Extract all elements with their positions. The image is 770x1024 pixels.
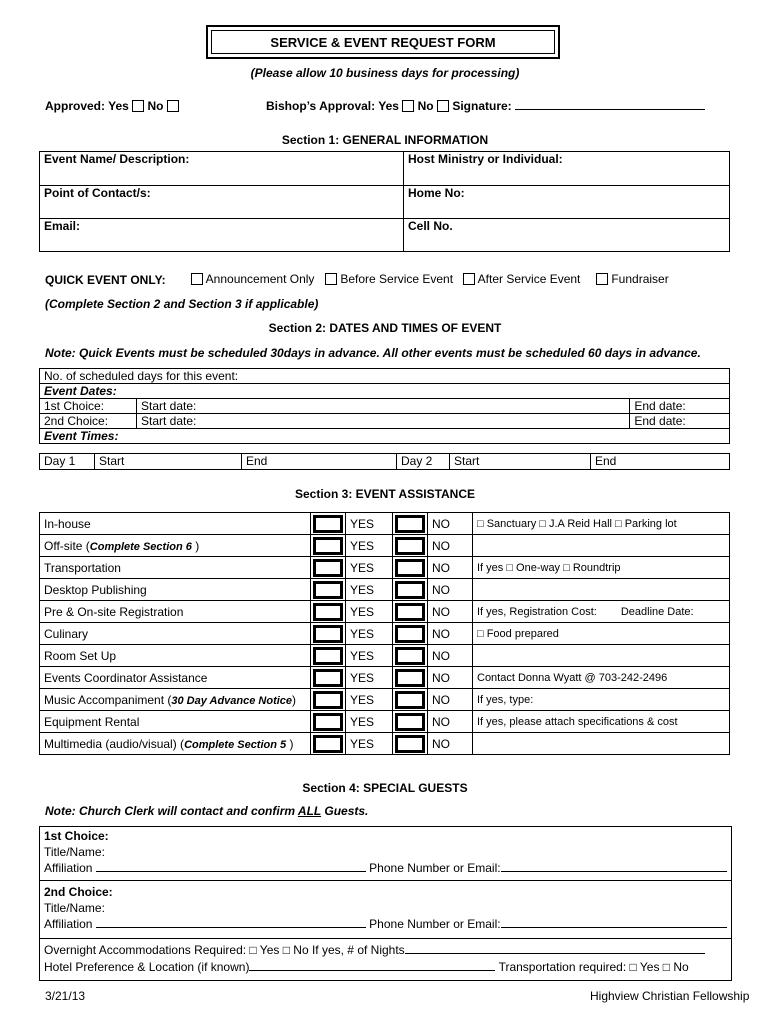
assistance-label bbox=[40, 579, 311, 601]
yes-label: YES bbox=[346, 689, 393, 711]
home-label: Home No: bbox=[408, 186, 465, 200]
second-title-name[interactable] bbox=[44, 900, 727, 916]
assistance-row bbox=[40, 689, 730, 711]
choice2-start-date[interactable] bbox=[137, 414, 630, 429]
approved-label: Approved: bbox=[45, 99, 105, 113]
day1-start[interactable] bbox=[95, 454, 242, 470]
day2-start[interactable] bbox=[450, 454, 591, 470]
no-label: NO bbox=[428, 535, 473, 557]
start-date-label: Start date: bbox=[141, 399, 197, 413]
yes-box-cell bbox=[311, 579, 346, 601]
assistance-label bbox=[40, 711, 311, 733]
assistance-label-text: Culinary bbox=[44, 626, 89, 641]
assistance-row bbox=[40, 535, 730, 557]
yes-label: YES bbox=[346, 601, 393, 623]
section4-heading: Section 4: SPECIAL GUESTS bbox=[302, 781, 468, 795]
form-title-box bbox=[206, 25, 560, 59]
day1-label: Day 1 bbox=[40, 454, 95, 470]
no-checkbox[interactable] bbox=[395, 515, 425, 533]
no-label: NO bbox=[428, 733, 473, 755]
assistance-detail[interactable] bbox=[473, 689, 730, 711]
poc-label: Point of Contact/s: bbox=[44, 186, 151, 200]
section2-heading: Section 2: DATES AND TIMES OF EVENT bbox=[268, 321, 502, 335]
bishop-row bbox=[266, 99, 705, 113]
assistance-label bbox=[40, 601, 311, 623]
assistance-label-close: ) bbox=[292, 692, 297, 707]
yes-checkbox[interactable] bbox=[313, 603, 343, 621]
no-label: NO bbox=[428, 623, 473, 645]
overnight-row bbox=[44, 942, 727, 959]
assistance-label-close: ) bbox=[191, 538, 200, 553]
no-box-cell bbox=[393, 689, 428, 711]
no-box-cell bbox=[393, 623, 428, 645]
assistance-detail[interactable] bbox=[473, 601, 730, 623]
end-date-label: End date: bbox=[634, 414, 686, 428]
footer-org: Highview Christian Fellowship bbox=[590, 989, 750, 1003]
assistance-label bbox=[40, 557, 311, 579]
scheduled-days-field[interactable] bbox=[40, 369, 730, 384]
guests-table bbox=[39, 826, 732, 981]
form-subtitle: (Please allow 10 business days for processing) bbox=[250, 66, 520, 80]
assistance-table bbox=[39, 512, 730, 755]
no-box-cell bbox=[393, 513, 428, 535]
day2-label: Day 2 bbox=[397, 454, 450, 470]
yes-box-cell bbox=[311, 645, 346, 667]
approved-row bbox=[45, 99, 179, 113]
approved-yes-label: Yes bbox=[108, 99, 129, 113]
assistance-label-text: Music Accompaniment ( bbox=[44, 692, 172, 707]
no-label: NO bbox=[428, 601, 473, 623]
signature-label: Signature: bbox=[452, 99, 512, 113]
phone-label: Phone Number or Email: bbox=[369, 917, 501, 931]
end-label: End bbox=[246, 454, 268, 468]
choice2-end-date[interactable] bbox=[630, 414, 730, 429]
assistance-detail-text: □ Sanctuary □ J.A Reid Hall □ Parking lot bbox=[477, 517, 677, 530]
yes-box-cell bbox=[311, 689, 346, 711]
assistance-label bbox=[40, 623, 311, 645]
assistance-label bbox=[40, 645, 311, 667]
no-checkbox[interactable] bbox=[395, 647, 425, 665]
no-label: NO bbox=[428, 711, 473, 733]
first-affiliation-row bbox=[44, 860, 727, 876]
note-text-end: Guests. bbox=[321, 804, 369, 818]
no-box-cell bbox=[393, 733, 428, 755]
assistance-detail[interactable] bbox=[473, 557, 730, 579]
quick-opt-before[interactable] bbox=[325, 272, 453, 286]
assistance-detail-text: □ Food prepared bbox=[477, 627, 559, 640]
quick-event-label: QUICK EVENT ONLY: bbox=[45, 273, 166, 287]
title-name-label: Title/Name: bbox=[44, 845, 105, 859]
yes-box-cell bbox=[311, 513, 346, 535]
yes-checkbox[interactable] bbox=[313, 515, 343, 533]
no-checkbox[interactable] bbox=[395, 537, 425, 555]
yes-checkbox[interactable] bbox=[313, 669, 343, 687]
no-label: NO bbox=[428, 579, 473, 601]
start-label: Start bbox=[99, 454, 125, 468]
fundraiser-label: Fundraiser bbox=[611, 272, 669, 286]
assistance-detail[interactable] bbox=[473, 667, 730, 689]
yes-label: YES bbox=[346, 645, 393, 667]
approved-yes-checkbox[interactable] bbox=[132, 100, 144, 112]
second-phone-line[interactable] bbox=[501, 927, 727, 928]
yes-box-cell bbox=[311, 711, 346, 733]
yes-box-cell bbox=[311, 535, 346, 557]
assistance-label-note: 30 Day Advance Notice bbox=[171, 694, 293, 707]
assistance-detail[interactable] bbox=[473, 711, 730, 733]
fundraiser-checkbox[interactable] bbox=[596, 273, 608, 285]
bishop-no-label: No bbox=[417, 99, 434, 113]
assistance-detail[interactable] bbox=[473, 513, 730, 535]
no-box-cell bbox=[393, 711, 428, 733]
assistance-detail[interactable] bbox=[473, 623, 730, 645]
yes-box-cell bbox=[311, 667, 346, 689]
first-title-name[interactable] bbox=[44, 844, 727, 860]
yes-label: YES bbox=[346, 579, 393, 601]
footer-date: 3/21/13 bbox=[45, 989, 86, 1003]
choice1-start-date[interactable] bbox=[137, 399, 630, 414]
event-name-label: Event Name/ Description: bbox=[44, 152, 190, 166]
no-checkbox[interactable] bbox=[395, 735, 425, 753]
cell-label: Cell No. bbox=[408, 219, 453, 233]
assistance-detail-text: If yes □ One-way □ Roundtrip bbox=[477, 561, 621, 574]
scheduled-days-label: No. of scheduled days for this event: bbox=[44, 369, 239, 383]
no-label: NO bbox=[428, 689, 473, 711]
assistance-label-text: Off-site ( bbox=[44, 538, 90, 553]
no-box-cell bbox=[393, 645, 428, 667]
assistance-label-text: Multimedia (audio/visual) ( bbox=[44, 736, 185, 751]
approved-no-label: No bbox=[147, 99, 164, 113]
host-field[interactable] bbox=[404, 152, 730, 186]
assistance-label-note: Complete Section 6 bbox=[89, 540, 192, 553]
affiliation-label: Affiliation bbox=[44, 917, 93, 931]
yes-label: YES bbox=[346, 711, 393, 733]
title-name-label: Title/Name: bbox=[44, 901, 105, 915]
yes-label: YES bbox=[346, 623, 393, 645]
end-date-label: End date: bbox=[634, 399, 686, 413]
start-label: Start bbox=[454, 454, 480, 468]
no-checkbox[interactable] bbox=[395, 625, 425, 643]
assistance-detail[interactable] bbox=[473, 645, 730, 667]
after-service-checkbox[interactable] bbox=[463, 273, 475, 285]
event-name-field[interactable] bbox=[40, 152, 404, 186]
signature-line[interactable] bbox=[515, 109, 705, 110]
assistance-label-text: In-house bbox=[44, 516, 91, 531]
yes-checkbox[interactable] bbox=[313, 581, 343, 599]
bishop-label: Bishop’s Approval: bbox=[266, 99, 376, 113]
poc-field[interactable] bbox=[40, 186, 404, 219]
day2-end[interactable] bbox=[591, 454, 730, 470]
first-affiliation-line[interactable] bbox=[96, 871, 366, 872]
first-phone-line[interactable] bbox=[501, 871, 727, 872]
dates-table bbox=[39, 368, 730, 444]
guest-first-choice bbox=[40, 827, 732, 881]
assistance-label-text: Events Coordinator Assistance bbox=[44, 670, 208, 685]
no-checkbox[interactable] bbox=[395, 691, 425, 709]
assistance-row bbox=[40, 513, 730, 535]
assistance-row bbox=[40, 645, 730, 667]
yes-checkbox[interactable] bbox=[313, 691, 343, 709]
assistance-label bbox=[40, 689, 311, 711]
choice1-label: 1st Choice: bbox=[40, 399, 137, 414]
assistance-label-text: Transportation bbox=[44, 560, 121, 575]
assistance-row bbox=[40, 601, 730, 623]
announcement-label: Announcement Only bbox=[205, 272, 315, 286]
host-label: Host Ministry or Individual: bbox=[408, 152, 563, 166]
before-service-checkbox[interactable] bbox=[325, 273, 337, 285]
assistance-label bbox=[40, 733, 311, 755]
yes-checkbox[interactable] bbox=[313, 559, 343, 577]
quick-event-note: (Complete Section 2 and Section 3 if applicable) bbox=[45, 297, 319, 311]
assistance-detail-text: If yes, please attach specifications & cost bbox=[477, 715, 678, 728]
assistance-detail-text: Contact Donna Wyatt @ 703-242-2496 bbox=[477, 671, 668, 684]
approved-no-checkbox[interactable] bbox=[167, 100, 179, 112]
overnight-label: Overnight Accommodations Required: □ Yes □ No If yes, # of Nights bbox=[44, 943, 405, 957]
assistance-label-note: Complete Section 5 bbox=[184, 738, 287, 751]
yes-checkbox[interactable] bbox=[313, 537, 343, 555]
first-choice-label: 1st Choice: bbox=[44, 829, 109, 843]
no-label: NO bbox=[428, 667, 473, 689]
quick-opt-after[interactable] bbox=[463, 272, 580, 286]
second-choice-label: 2nd Choice: bbox=[44, 885, 113, 899]
assistance-label-text: Equipment Rental bbox=[44, 714, 140, 729]
yes-label: YES bbox=[346, 557, 393, 579]
assistance-label-text: Desktop Publishing bbox=[44, 582, 147, 597]
bishop-no-checkbox[interactable] bbox=[437, 100, 449, 112]
home-field[interactable] bbox=[404, 186, 730, 219]
day1-end[interactable] bbox=[242, 454, 397, 470]
choice2-label: 2nd Choice: bbox=[40, 414, 137, 429]
yes-label: YES bbox=[346, 733, 393, 755]
assistance-label-text: Pre & On-site Registration bbox=[44, 604, 184, 619]
bishop-yes-checkbox[interactable] bbox=[402, 100, 414, 112]
assistance-detail[interactable] bbox=[473, 733, 730, 755]
email-label: Email: bbox=[44, 219, 81, 233]
section3-heading: Section 3: EVENT ASSISTANCE bbox=[294, 487, 476, 501]
assistance-label bbox=[40, 513, 311, 535]
yes-checkbox[interactable] bbox=[313, 625, 343, 643]
assistance-detail[interactable] bbox=[473, 579, 730, 601]
assistance-detail-text-2: Deadline Date: bbox=[620, 605, 694, 618]
note-all: ALL bbox=[297, 804, 322, 818]
times-table bbox=[39, 453, 730, 470]
nights-line[interactable] bbox=[405, 953, 705, 954]
no-box-cell bbox=[393, 667, 428, 689]
end-label: End bbox=[595, 454, 617, 468]
quick-opt-fundraiser[interactable] bbox=[596, 272, 669, 286]
cell-field[interactable] bbox=[404, 219, 730, 252]
yes-label: YES bbox=[346, 667, 393, 689]
assistance-detail-text: If yes, type: bbox=[477, 693, 534, 706]
assistance-row bbox=[40, 557, 730, 579]
assistance-label-close: ) bbox=[286, 736, 294, 751]
no-label: NO bbox=[428, 645, 473, 667]
second-affiliation-row bbox=[44, 916, 727, 932]
assistance-row bbox=[40, 579, 730, 601]
no-box-cell bbox=[393, 557, 428, 579]
yes-box-cell bbox=[311, 557, 346, 579]
guest-second-choice bbox=[40, 881, 732, 939]
no-box-cell bbox=[393, 535, 428, 557]
yes-box-cell bbox=[311, 733, 346, 755]
hotel-row bbox=[44, 959, 727, 976]
assistance-row bbox=[40, 623, 730, 645]
bishop-yes-label: Yes bbox=[378, 99, 399, 113]
no-label: NO bbox=[428, 557, 473, 579]
no-label: NO bbox=[428, 513, 473, 535]
yes-box-cell bbox=[311, 601, 346, 623]
assistance-label-text: Room Set Up bbox=[44, 648, 117, 663]
no-checkbox[interactable] bbox=[395, 581, 425, 599]
second-affiliation-line[interactable] bbox=[96, 927, 366, 928]
no-checkbox[interactable] bbox=[395, 669, 425, 687]
no-checkbox[interactable] bbox=[395, 603, 425, 621]
section4-note bbox=[45, 804, 368, 818]
note-text: Note: Church Clerk will contact and confirm bbox=[45, 804, 298, 818]
transport-label: Transportation required: □ Yes □ No bbox=[498, 960, 689, 974]
quick-opt-announcement[interactable] bbox=[191, 272, 314, 286]
before-service-label: Before Service Event bbox=[340, 272, 454, 286]
yes-label: YES bbox=[346, 535, 393, 557]
no-checkbox[interactable] bbox=[395, 559, 425, 577]
assistance-row bbox=[40, 733, 730, 755]
affiliation-label: Affiliation bbox=[44, 861, 93, 875]
yes-box-cell bbox=[311, 623, 346, 645]
hotel-label: Hotel Preference & Location (if known) bbox=[44, 960, 250, 974]
assistance-row bbox=[40, 711, 730, 733]
assistance-row bbox=[40, 667, 730, 689]
start-date-label: Start date: bbox=[141, 414, 197, 428]
no-checkbox[interactable] bbox=[395, 713, 425, 731]
email-field[interactable] bbox=[40, 219, 404, 252]
yes-checkbox[interactable] bbox=[313, 713, 343, 731]
phone-label: Phone Number or Email: bbox=[369, 861, 501, 875]
event-dates-label: Event Dates: bbox=[40, 384, 730, 399]
choice1-end-date[interactable] bbox=[630, 399, 730, 414]
section2-note: Note: Quick Events must be scheduled 30days in advance. All other events must be scheduled 60 days in advance. bbox=[45, 346, 701, 360]
assistance-label bbox=[40, 667, 311, 689]
no-box-cell bbox=[393, 601, 428, 623]
after-service-label: After Service Event bbox=[477, 272, 581, 286]
yes-label: YES bbox=[346, 513, 393, 535]
event-times-label: Event Times: bbox=[40, 429, 730, 444]
yes-checkbox[interactable] bbox=[313, 735, 343, 753]
assistance-detail[interactable] bbox=[473, 535, 730, 557]
announcement-checkbox[interactable] bbox=[191, 273, 203, 285]
assistance-detail-text: If yes, Registration Cost: bbox=[477, 605, 597, 618]
hotel-line[interactable] bbox=[249, 970, 495, 971]
general-info-table bbox=[39, 151, 730, 252]
form-title: SERVICE & EVENT REQUEST FORM bbox=[211, 30, 555, 54]
section1-heading: Section 1: GENERAL INFORMATION bbox=[281, 133, 489, 147]
yes-checkbox[interactable] bbox=[313, 647, 343, 665]
accommodations-cell bbox=[40, 939, 732, 981]
assistance-label bbox=[40, 535, 311, 557]
no-box-cell bbox=[393, 579, 428, 601]
